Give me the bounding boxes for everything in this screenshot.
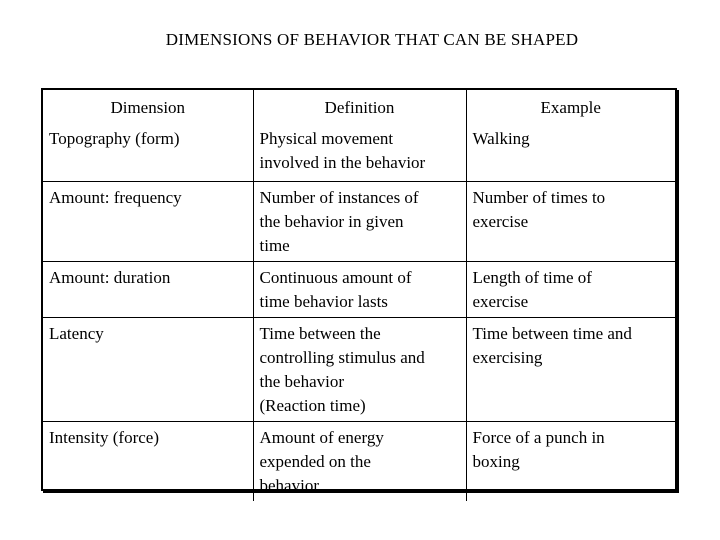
definition-cell: Continuous amount of time behavior lasts	[253, 262, 466, 318]
example-cell: Force of a punch in boxing	[466, 422, 675, 502]
dimension-cell: Latency	[43, 318, 253, 422]
table-row	[43, 422, 675, 502]
table-header-row	[43, 90, 675, 123]
definition-cell: Number of instances of the behavior in given time	[253, 182, 466, 262]
definition-cell: Time between the controlling stimulus and the behavior (Reaction time)	[253, 318, 466, 422]
example-cell: Length of time of exercise	[466, 262, 675, 318]
dimension-cell: Amount: frequency	[43, 182, 253, 262]
column-header-example: Example	[540, 97, 601, 117]
definition-cell: Physical movement involved in the behavior	[253, 123, 466, 182]
dimensions-table	[43, 90, 675, 501]
table-row	[43, 182, 675, 262]
definition-cell: Amount of energy expended on the behavior	[253, 422, 466, 502]
example-cell: Walking	[472, 129, 530, 148]
table-row	[43, 123, 675, 182]
dimension-cell: Topography (form)	[43, 123, 253, 182]
example-cell: Number of times to exercise	[466, 182, 675, 262]
table-row	[43, 262, 675, 318]
column-header-dimension: Dimension	[43, 90, 253, 123]
page-title: DIMENSIONS OF BEHAVIOR THAT CAN BE SHAPED	[165, 30, 579, 49]
table-row	[43, 318, 675, 422]
example-cell: Time between time and exercising	[466, 318, 675, 422]
dimension-cell: Amount: duration	[43, 262, 253, 318]
dimension-cell: Intensity (force)	[43, 422, 253, 502]
column-header-definition: Definition	[253, 90, 466, 123]
